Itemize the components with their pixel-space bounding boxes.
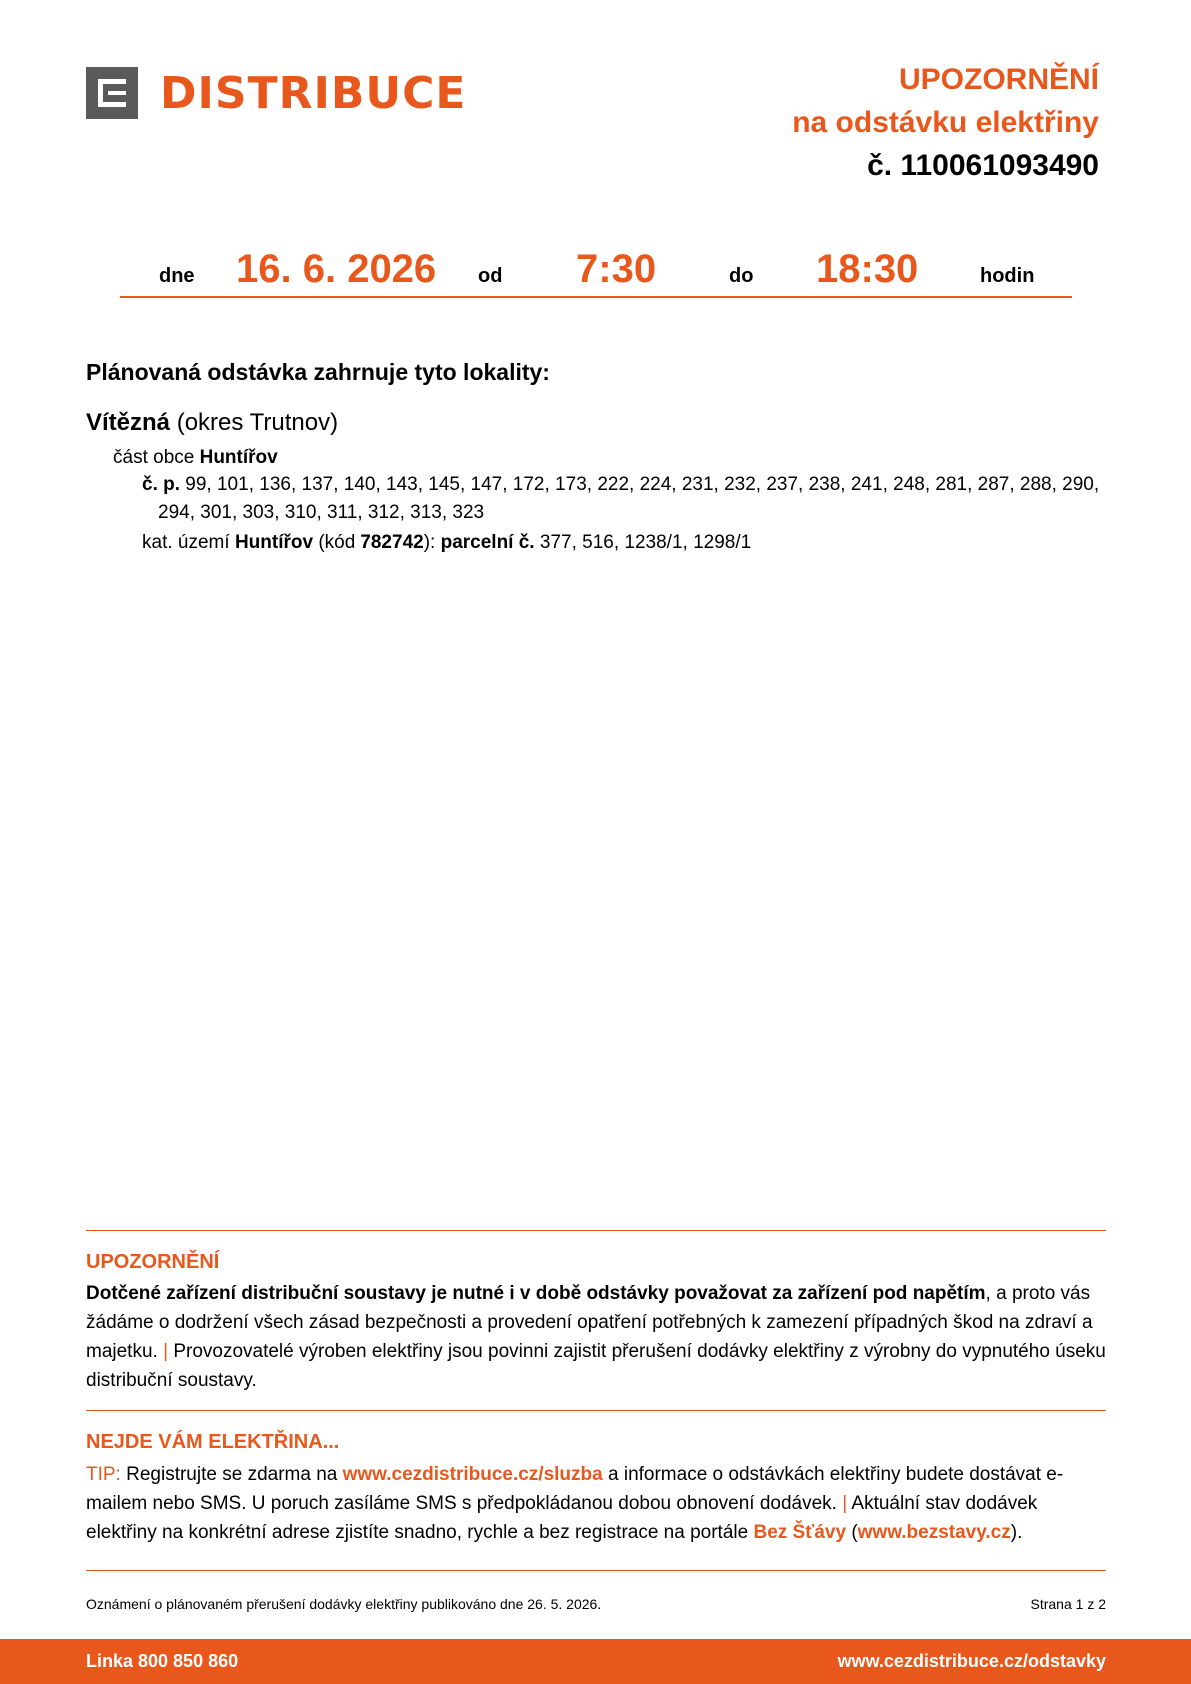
town-name: Vítězná bbox=[86, 409, 171, 436]
parcel-values: 377, 516, 1238/1, 1298/1 bbox=[539, 532, 752, 553]
kat-label: kat. území bbox=[142, 532, 230, 553]
published-note: Oznámení o plánovaném přerušení dodávky elektřiny publikováno dne 26. 5. 2026. bbox=[86, 1596, 602, 1612]
hodin-label: hodin bbox=[980, 265, 1035, 287]
paren-close: ). bbox=[1010, 1522, 1023, 1543]
divider bbox=[86, 1570, 1106, 1571]
warning-title: UPOZORNĚNÍ bbox=[86, 1251, 220, 1273]
notice-number: č. 110061093490 bbox=[867, 149, 1099, 182]
kod-value: 782742 bbox=[360, 532, 424, 553]
page-number: Strana 1 z 2 bbox=[1030, 1596, 1106, 1612]
part-line bbox=[113, 444, 278, 472]
time-from: 7:30 bbox=[576, 247, 657, 291]
kat-name: Huntířov bbox=[234, 532, 314, 553]
part-label: část obce bbox=[113, 447, 195, 468]
separator: | bbox=[842, 1493, 848, 1514]
outage-date: 16. 6. 2026 bbox=[236, 247, 437, 291]
no-power-text-1: Registrujte se zdarma na bbox=[126, 1464, 338, 1485]
footer-bar bbox=[0, 1639, 1191, 1684]
company-logo bbox=[86, 67, 466, 119]
bezstavy-link[interactable]: www.bezstavy.cz bbox=[857, 1522, 1011, 1543]
od-label: od bbox=[478, 265, 503, 287]
district: (okres Trutnov) bbox=[176, 409, 339, 436]
parcel-label: parcelní č. bbox=[440, 532, 535, 553]
notice-title: UPOZORNĚNÍ bbox=[898, 63, 1099, 96]
outages-link[interactable]: www.cezdistribuce.cz/odstavky bbox=[837, 1651, 1106, 1671]
house-numbers bbox=[142, 471, 1123, 527]
part-name: Huntířov bbox=[199, 447, 278, 468]
warning-bold: Dotčené zařízení distribuční soustavy je nutné i v době odstávky považovat za zařízení pod napětím bbox=[86, 1283, 986, 1304]
divider bbox=[86, 1410, 1106, 1411]
no-power-title: NEJDE VÁM ELEKTŘINA... bbox=[86, 1431, 340, 1453]
warning-text-2: Provozovatelé výroben elektřiny jsou povinni zajistit přerušení dodávky elektřiny z výrobny do vypnutého úseku distribuční soustavy. bbox=[86, 1341, 1106, 1391]
cp-label: č. p. bbox=[142, 474, 181, 495]
kod-open: (kód bbox=[318, 532, 356, 553]
warning-text-1: , a proto vás žádáme o dodržení všech zásad bezpečnosti a provedení opatření potřebných k zamezení případných škod na zdraví a majetku. bbox=[86, 1283, 1093, 1362]
do-label: do bbox=[729, 265, 754, 287]
town-line bbox=[86, 409, 338, 437]
notice-subtitle: na odstávku elektřiny bbox=[792, 106, 1099, 139]
no-power-text-2: a informace o odstávkách elektřiny budete dostávat e-mailem nebo SMS. U poruch zasíláme SMS s předpokládanou dobou obnovení dodávek. bbox=[86, 1464, 1064, 1514]
no-power-text-3: Aktuální stav dodávek elektřiny na konkrétní adrese zjistíte snadno, rychle a bez registrace na portále bbox=[86, 1493, 1038, 1543]
tip-label: TIP: bbox=[86, 1464, 121, 1485]
time-to: 18:30 bbox=[816, 247, 919, 291]
warning-text bbox=[86, 1279, 1108, 1395]
logo-mark-icon bbox=[86, 67, 138, 119]
logo-wordmark: DISTRIBUCE bbox=[160, 67, 467, 119]
divider bbox=[86, 1230, 1106, 1231]
cp-values: 99, 101, 136, 137, 140, 143, 145, 147, 172, 173, 222, 224, 231, 232, 237, 238, 241, 248, 281, 287, 288, 290, 294, 301, 303, 310, 311, 312, 313, 323 bbox=[158, 474, 1100, 523]
localities-heading: Plánovaná odstávka zahrnuje tyto lokality: bbox=[86, 359, 550, 385]
no-power-text bbox=[86, 1460, 1108, 1547]
dne-label: dne bbox=[159, 265, 195, 287]
portal-name: Bez Šťávy bbox=[753, 1522, 847, 1543]
service-link[interactable]: www.cezdistribuce.cz/sluzba bbox=[342, 1464, 603, 1485]
notice-header bbox=[792, 58, 1099, 187]
kod-close: ): bbox=[423, 532, 436, 553]
paren-open: ( bbox=[851, 1522, 858, 1543]
outage-date-row bbox=[120, 240, 1072, 298]
cadastral-line bbox=[142, 529, 751, 557]
separator: | bbox=[163, 1341, 169, 1362]
hotline: Linka 800 850 860 bbox=[86, 1651, 239, 1671]
